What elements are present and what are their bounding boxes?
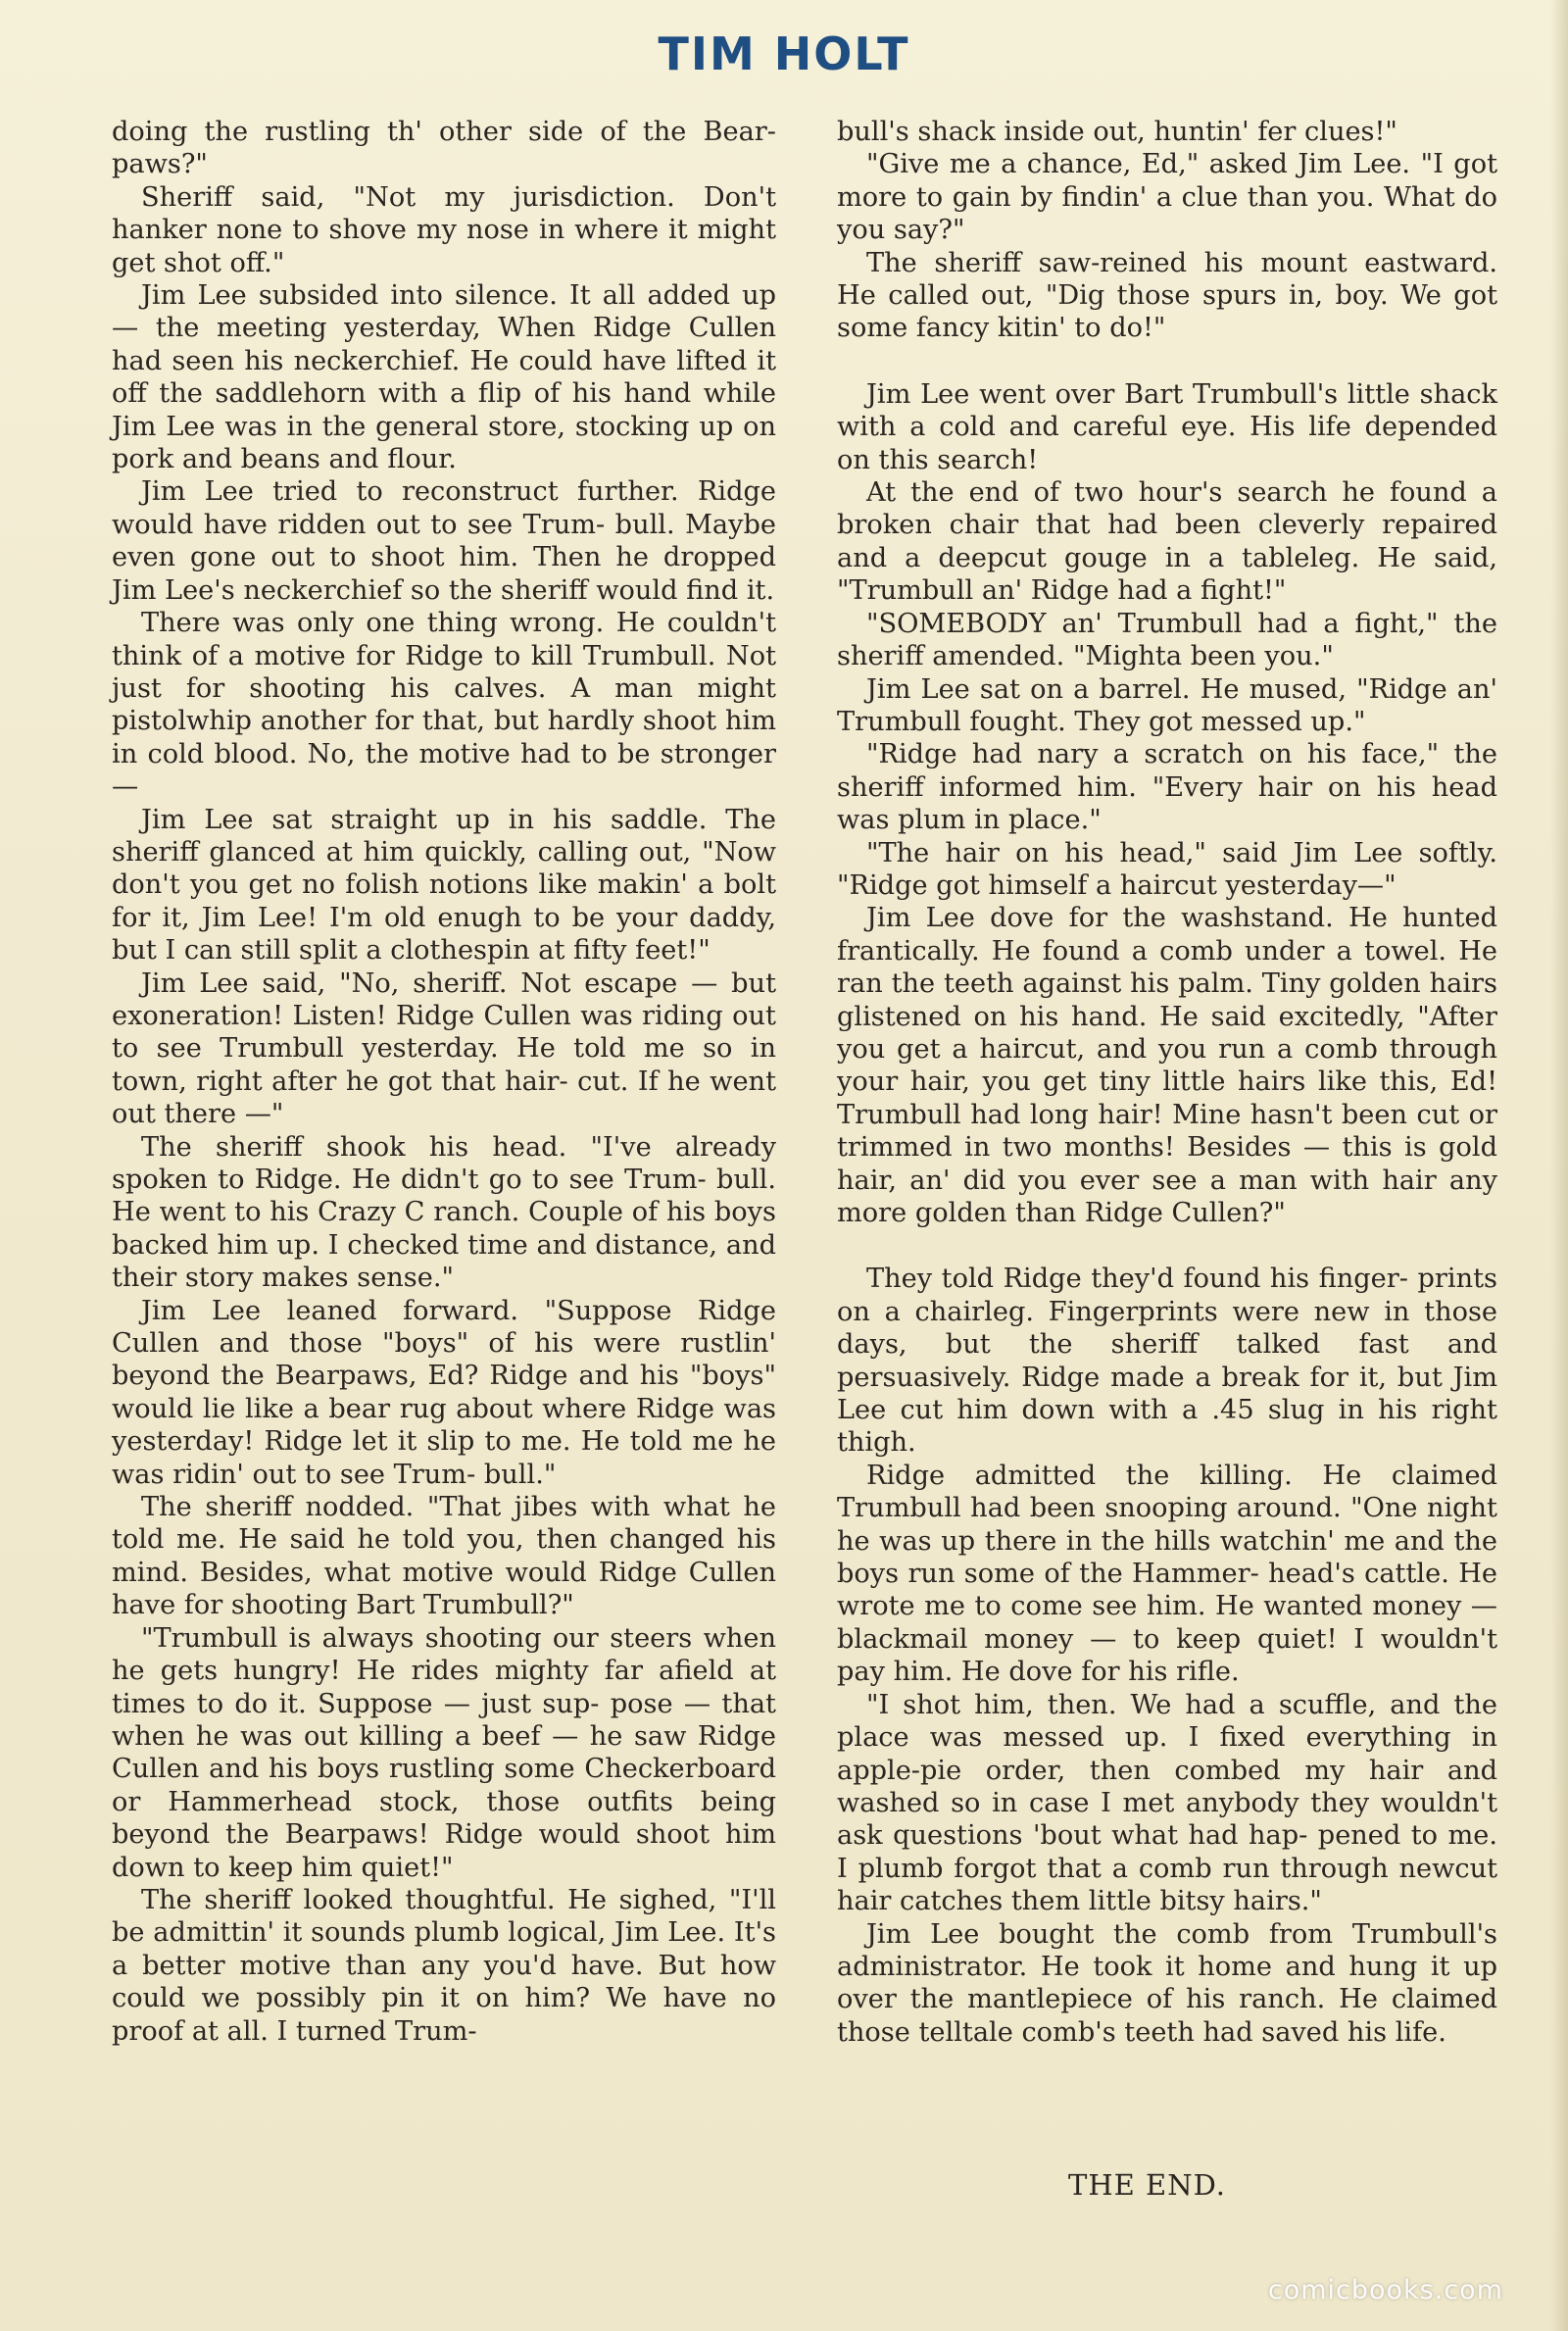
paragraph: "Ridge had nary a scratch on his face," the sheriff informed him. "Every hair on his head was plum in place." [837, 739, 1497, 836]
paragraph: The sheriff looked thoughtful. He sighed, "I'll be admittin' it sounds plumb logical, Jim Lee. It's a better motive than any you'd have. But how could we possibly pin it on him? We have no proof at all. I turned Trum- [112, 1884, 776, 2047]
paragraph: bull's shack inside out, huntin' fer clues!" [837, 117, 1397, 147]
paragraph: There was only one thing wrong. He couldn't think of a motive for Ridge to kill Trumbull. Not just for shooting his calves. A man might pistolwhip another for that, but hardly shoot him in cold blood. No, the motive had to be stronger — [112, 608, 776, 803]
page-edge-shadow [1550, 0, 1568, 2331]
end-text: THE END. [1068, 2168, 1227, 2202]
paragraph: Jim Lee sat on a barrel. He mused, "Ridge an' Trumbull fought. They got messed up." [837, 673, 1497, 737]
paragraph: "Trumbull is always shooting our steers when he gets hungry! He rides mighty far afield at times to do it. Suppose — just sup- pose — that when he was out killing a beef — he saw Ridge Cullen and his boys rustling some Checkerboard or Hammerhead stock, those outfits being beyond the Bearpaws! Ridge would shoot him down to keep him quiet!" [112, 1622, 776, 1883]
paragraph: At the end of two hour's search he found a broken chair that had been cleverly repaired and a deepcut gouge in a tableleg. He said, "Trumbull an' Ridge had a fight!" [837, 477, 1497, 607]
paragraph: Jim Lee went over Bart Trumbull's little shack with a cold and careful eye. His life depended on this search! [837, 378, 1497, 475]
paragraph: "I shot him, then. We had a scuffle, and the place was messed up. I fixed everything in apple-pie order, then combed my hair and washed so in case I met anybody they wouldn't ask questions 'bout what had hap- pened to me. I plumb forgot that a comb run through newcut hair catches them little bitsy hairs." [837, 1689, 1497, 1917]
left-column [112, 116, 776, 2048]
paragraph: Jim Lee bought the comb from Trumbull's administrator. He took it home and hung it up over the mantlepiece of his ranch. He claimed those telltale comb's teeth had saved his life. [837, 1918, 1497, 2048]
paragraph: Jim Lee leaned forward. "Suppose Ridge Cullen and those "boys" of his were rustlin' beyond the Bearpaws, Ed? Ridge and his "boys" would lie like a bear rug about where Ridge was yesterday! Ridge let it slip to me. He told me he was ridin' out to see Trum- bull." [112, 1295, 776, 1490]
paragraph: doing the rustling th' other side of the Bear- paws?" [112, 117, 776, 180]
paragraph: The sheriff shook his head. "I've already spoken to Ridge. He didn't go to see Trum- bull. He went to his Crazy C ranch. Couple of his boys backed him up. I checked time and distance, and their story makes sense." [112, 1131, 776, 1294]
watermark: comicbooks.com [1267, 2275, 1503, 2306]
paragraph: Jim Lee dove for the washstand. He hunted frantically. He found a comb under a towel. He ran the teeth against his palm. Tiny golden hairs glistened on his hand. He said excitedly, "After you get a haircut, and you run a comb through your hair, you get tiny little hairs like this, Ed! Trumbull had long hair! Mine hasn't been cut or trimmed in two months! Besides — this is gold hair, an' did you ever see a man with hair any more golden than Ridge Cullen?" [837, 903, 1497, 1228]
paragraph: The sheriff nodded. "That jibes with what he told me. He said he told you, then changed his mind. Besides, what motive would Ridge Cullen have for shooting Bart Trumbull?" [112, 1492, 776, 1621]
paragraph: They told Ridge they'd found his finger- prints on a chairleg. Fingerprints were new in those days, but the sheriff talked fast and persuasively. Ridge made a break for it, but Jim Lee cut him down with a .45 slug in his right thigh. [837, 1264, 1497, 1459]
paragraph: "The hair on his head," said Jim Lee softly. "Ridge got himself a haircut yesterday—" [837, 837, 1497, 901]
right-column [837, 116, 1497, 2049]
paragraph: Jim Lee sat straight up in his saddle. The sheriff glanced at him quickly, calling out, "Now don't you get no folish notions like makin' a bolt for it, Jim Lee! I'm old enugh to be your daddy, but I can still split a clothespin at fifty feet!" [112, 804, 776, 967]
paragraph: The sheriff saw-reined his mount eastward. He called out, "Dig those spurs in, boy. We got some fancy kitin' to do!" [837, 247, 1497, 344]
paragraph: Jim Lee said, "No, sheriff. Not escape — but exoneration! Listen! Ridge Cullen was riding out to see Trumbull yesterday. He told me so in town, right after he got that hair- cut. If he went out there —" [112, 967, 776, 1130]
page-title: TIM HOLT [658, 27, 910, 80]
paragraph: Sheriff said, "Not my jurisdiction. Don't hanker none to shove my nose in where it might get shot off." [112, 181, 776, 278]
paragraph: Jim Lee tried to reconstruct further. Ridge would have ridden out to see Trum- bull. Maybe even gone out to shoot him. Then he dropped Jim Lee's neckerchief so the sheriff would find it. [112, 476, 776, 606]
paragraph: Jim Lee subsided into silence. It all added up — the meeting yesterday, When Ridge Cullen had seen his neckerchief. He could have lifted it off the saddlehorn with a flip of his hand while Jim Lee was in the general store, stocking up on pork and beans and flour. [112, 280, 776, 475]
paragraph: "Give me a chance, Ed," asked Jim Lee. "I got more to gain by findin' a clue than you. What do you say?" [837, 149, 1497, 246]
paragraph: Ridge admitted the killing. He claimed Trumbull had been snooping around. "One night he was up there in the hills watchin' me and the boys run some of the Hammer- head's cattle. He wrote me to come see him. He wanted money — blackmail money — to keep quiet! I wouldn't pay him. He dove for his rifle. [837, 1460, 1497, 1688]
paragraph: "SOMEBODY an' Trumbull had a fight," the sheriff amended. "Mighta been you." [837, 608, 1497, 672]
